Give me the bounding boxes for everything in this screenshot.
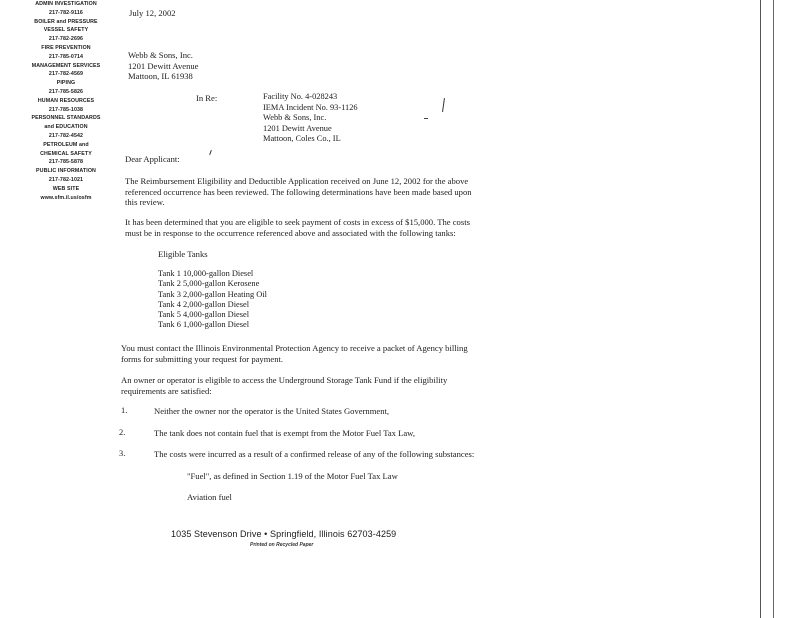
item-number: 3. xyxy=(119,449,126,458)
sidebar-line: 217-782-9116 xyxy=(49,9,83,16)
substance-fuel: "Fuel", as defined in Section 1.19 of the Motor Fuel Tax Law xyxy=(187,471,398,481)
sidebar-line: and EDUCATION xyxy=(44,124,88,131)
list-item: Tank 6 1,000-gallon Diesel xyxy=(158,320,250,330)
recycled-paper-note: Printed on Recycled Paper xyxy=(250,542,314,548)
sidebar-line: ADMIN INVESTIGATION xyxy=(35,1,97,7)
item-text: Neither the owner nor the operator is the United States Government, xyxy=(154,406,390,416)
scan-mark xyxy=(442,98,445,112)
sidebar-line: 217-785-5878 xyxy=(48,159,84,166)
tanks-heading: Eligible Tanks xyxy=(158,249,208,259)
sidebar-line: 217-785-0714 xyxy=(48,53,84,60)
paragraph-review xyxy=(125,176,472,208)
sidebar-line: MANAGEMENT SERVICES xyxy=(31,62,101,69)
re-city: Mattoon, Coles Co., IL xyxy=(263,134,341,144)
paragraph-line: referenced occurrence has been reviewed. The following determinations have been made based upon xyxy=(125,186,472,197)
sidebar-line: HUMAN RESOURCES xyxy=(37,97,95,104)
sidebar-line: 217-782-2696 xyxy=(48,36,84,43)
re-label: In Re: xyxy=(196,93,218,103)
scan-mark xyxy=(209,150,212,155)
paragraph-line: this review. xyxy=(125,197,165,207)
sidebar-line: WEB SITE xyxy=(52,185,80,192)
sidebar-line: PERSONNEL STANDARDS xyxy=(31,115,101,122)
paragraph-requirements xyxy=(121,375,447,396)
sidebar-contact-list xyxy=(0,0,132,202)
paragraph-line: The Reimbursement Eligibility and Deductible Application received on June 12, 2002 for the above xyxy=(125,176,469,186)
paragraph-line: must be in response to the occurrence referenced above and associated with the following tanks: xyxy=(125,227,456,238)
item-number: 2. xyxy=(119,428,126,437)
item-number: 1. xyxy=(121,406,128,415)
substance-aviation-fuel: Aviation fuel xyxy=(187,492,232,502)
list-item: Tank 5 4,000-gallon Diesel xyxy=(158,310,250,320)
list-item: Tank 3 2,000-gallon Heating Oil xyxy=(158,289,267,299)
re-company: Webb & Sons, Inc. xyxy=(263,113,327,123)
scan-mark xyxy=(424,118,428,119)
sidebar-line: PUBLIC INFORMATION xyxy=(36,168,96,175)
sidebar-line: 217-782-4569 xyxy=(48,71,84,78)
addressee-city: Mattoon, IL 61938 xyxy=(128,71,193,81)
facility-number: Facility No. 4-028243 xyxy=(263,92,338,101)
sidebar-line: 217-785-1038 xyxy=(48,106,84,113)
list-item: Tank 4 2,000-gallon Diesel xyxy=(158,299,250,309)
paragraph-contact-iepa xyxy=(121,343,468,364)
sidebar-line: www.sfm.il.us/osfm xyxy=(40,194,92,201)
addressee-block xyxy=(128,50,199,82)
item-text: The tank does not contain fuel that is exempt from the Motor Fuel Tax Law, xyxy=(154,428,415,438)
tank-list xyxy=(158,269,267,331)
salutation: Dear Applicant: xyxy=(125,154,180,164)
paragraph-eligibility xyxy=(125,217,470,238)
scan-edge-line xyxy=(773,0,774,618)
sidebar-line: 217-782-1021 xyxy=(48,176,84,183)
sidebar-line: CHEMICAL SAFETY xyxy=(40,150,92,157)
item-text: The costs were incurred as a result of a confirmed release of any of the following substances: xyxy=(154,449,475,459)
re-street: 1201 Dewitt Avenue xyxy=(263,123,332,133)
paragraph-line: forms for submitting your request for payment. xyxy=(121,353,284,364)
sidebar-line: FIRE PREVENTION xyxy=(41,44,91,51)
paragraph-line: It has been determined that you are eligible to seek payment of costs in excess of $15,000. The costs xyxy=(125,217,470,227)
sidebar-line: 217-785-5826 xyxy=(48,88,84,95)
sidebar-line: 217-782-4542 xyxy=(48,132,84,139)
paragraph-line: requirements are satisfied: xyxy=(121,385,212,396)
scan-edge-line xyxy=(760,0,761,618)
letter-date: July 12, 2002 xyxy=(129,8,176,18)
sidebar-line: PIPING xyxy=(56,80,76,87)
paragraph-line: You must contact the Illinois Environmental Protection Agency to receive a packet of Agency billing xyxy=(121,343,468,353)
addressee-street: 1201 Dewitt Avenue xyxy=(128,60,199,71)
list-item: Tank 2 5,000-gallon Kerosene xyxy=(158,279,260,289)
paragraph-line: An owner or operator is eligible to access the Underground Storage Tank Fund if the eligibility xyxy=(121,375,448,385)
incident-number: IEMA Incident No. 93-1126 xyxy=(263,102,358,112)
list-item: Tank 1 10,000-gallon Diesel xyxy=(158,269,254,278)
sidebar-line: BOILER and PRESSURE xyxy=(34,18,98,25)
addressee-name: Webb & Sons, Inc. xyxy=(128,50,193,60)
sidebar-line: PETROLEUM and xyxy=(43,141,89,148)
sidebar-line: VESSEL SAFETY xyxy=(43,27,89,34)
re-block xyxy=(263,92,358,145)
footer-address: 1035 Stevenson Drive • Springfield, Illinois 62703-4259 xyxy=(171,529,397,539)
